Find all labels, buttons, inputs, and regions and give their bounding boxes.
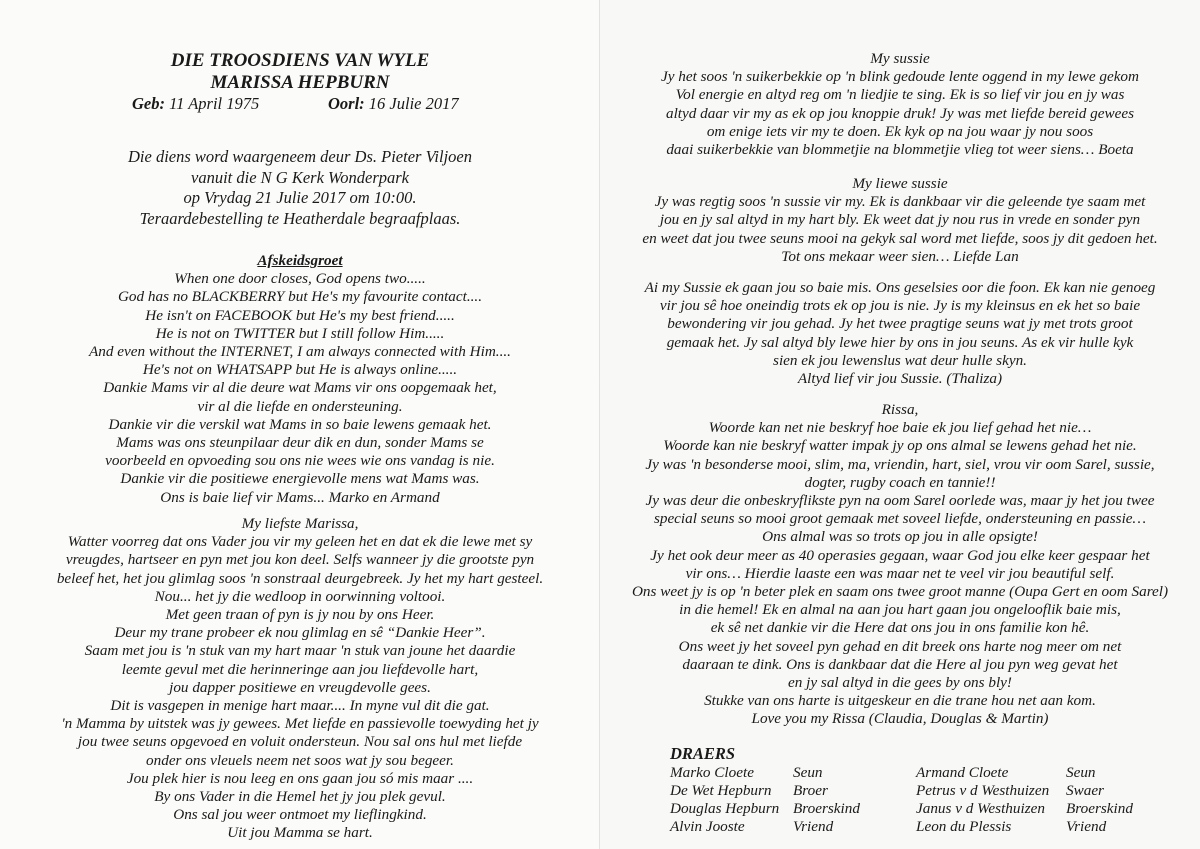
text-line: Uit jou Mamma se hart.	[227, 824, 373, 842]
text-line: vir jou sê hoe oneindig trots ek op jou is nie. Jy is my kleinsus en ek het so baie	[659, 297, 1141, 315]
service-line: Die diens word waargeneem deur Ds. Pieter Viljoen	[128, 147, 472, 166]
service-line: vanuit die N G Kerk Wonderpark	[191, 167, 409, 187]
draer-relation: Seun	[793, 764, 823, 781]
draer-name: Douglas Hepburn	[670, 800, 780, 817]
text-line: By ons Vader in die Hemel het jy jou plek gevul.	[154, 788, 446, 806]
text-line: leemte gevul met die herinneringe aan jou liefdevolle hart,	[121, 660, 479, 678]
text-line: Saam met jou is 'n stuk van my hart maar 'n stuk van joune het daardie	[84, 642, 516, 660]
text-line: altyd daar vir my as ek op jou knoppie druk! Jy was met liefde bereid gewees	[665, 104, 1135, 122]
text-line: bewondering vir jou gehad. Jy het twee pragtige seuns wat jy met trots groot	[667, 315, 1133, 333]
text-line: om enige iets vir my te doen. Ek kyk op na jou waar jy nou soos	[706, 122, 1094, 140]
text-line: Jy het ook deur meer as 40 operasies gegaan, waar God jou elke keer gespaar het	[650, 546, 1150, 564]
text-line: ek sê net dankie vir die Here dat ons jou in ons familie kon hê.	[710, 619, 1090, 637]
text-line: Jy was deur die onbeskryflikste pyn na oom Sarel oorlede was, maar jy het jou twee	[645, 492, 1155, 510]
text-line: Ons almal was so trots op jou in alle opsigte!	[762, 528, 1038, 546]
title-line-2: MARISSA HEPBURN	[210, 72, 390, 93]
title-line-1: DIE TROOSDIENS VAN WYLE	[170, 50, 430, 71]
rissa-tribute-lines	[600, 419, 1200, 728]
afskeidsgroet-lines	[0, 270, 600, 507]
text-line: Vol energie en altyd reg om 'n liedjie te sing. Ek is so lief vir jou en jy was	[675, 86, 1125, 104]
draer-relation: Seun	[1066, 764, 1096, 781]
text-line: God has no BLACKBERRY but He's my favourite contact....	[117, 288, 483, 306]
text-line: Deur my trane probeer ek nou glimlag en sê “Dankie Heer”.	[114, 624, 486, 642]
text-line: 'n Mamma by uitstek was jy gewees. Met liefde en passievolle toewyding het jy	[61, 715, 539, 733]
draers-left-names	[670, 764, 779, 836]
text-line: When one door closes, God opens two.....	[174, 270, 426, 288]
draers-right-names	[916, 764, 1049, 836]
text-line: Ons is baie lief vir Mams... Marko en Armand	[160, 488, 440, 506]
text-line: jou en jy sal altyd in my hart bly. Ek weet dat jy nou rus in vrede en sonder pyn	[659, 211, 1141, 229]
text-line: Stukke van ons harte is uitgeskeur en die trane hou net aan kom.	[704, 692, 1096, 710]
draer-relation: Broerskind	[1066, 800, 1133, 817]
death-value: 16 Julie 2017	[368, 94, 459, 113]
draer-relation: Vriend	[1066, 818, 1107, 835]
text-line: Altyd lief vir jou Sussie. (Thaliza)	[797, 370, 1003, 388]
text-line: Ons weet jy het soveel pyn gehad en dit breek ons harte nog meer om net	[678, 637, 1122, 655]
rissa-tribute-heading: Rissa,	[881, 401, 919, 418]
marissa-tribute-section	[0, 515, 600, 843]
draer-name: Alvin Jooste	[670, 818, 745, 835]
text-line: vreugdes, hartseer en pyn met jou kon deel. Selfs wanneer jy die grootste pyn	[65, 551, 535, 569]
text-line: voorbeeld en opvoeding sou ons nie wees wie ons vandag is nie.	[105, 452, 495, 470]
death-date	[328, 94, 459, 114]
right-page	[600, 0, 1200, 849]
text-line: vir ons… Hierdie laaste een was maar net te veel vir jou beautiful self.	[685, 564, 1115, 582]
text-line: jou dapper positiewe en vreugdevolle gees.	[169, 678, 431, 696]
marissa-tribute-heading: My liefste Marissa,	[241, 515, 359, 532]
draers-right-relations	[1066, 764, 1133, 836]
text-line: Tot ons mekaar weer sien… Liefde Lan	[781, 247, 1019, 265]
text-line: Woorde kan net nie beskryf hoe baie ek jou lief gehad het nie…	[708, 419, 1092, 437]
birth-value: 11 April 1975	[169, 94, 260, 113]
draer-name: Leon du Plessis	[916, 818, 1012, 835]
text-line: Woorde kan nie beskryf watter impak jy op ons almal se lewens gehad het nie.	[663, 437, 1137, 455]
text-line: And even without the INTERNET, I am always connected with Him....	[89, 343, 511, 361]
text-line: Dankie Mams vir al die deure wat Mams vir ons oopgemaak het,	[103, 379, 497, 397]
text-line: He isn't on FACEBOOK but He's my best friend.....	[145, 306, 455, 324]
text-line: He's not on WHATSAPP but He is always online.....	[142, 361, 458, 379]
draers-left-relations	[793, 764, 860, 836]
draer-name: De Wet Hepburn	[670, 782, 772, 799]
draer-name: Petrus v d Westhuizen	[916, 782, 1050, 799]
text-line: vir al die liefde en ondersteuning.	[197, 397, 403, 415]
text-line: Jy het soos 'n suikerbekkie op 'n blink gedoude lente oggend in my lewe gekom	[661, 68, 1139, 86]
draers-heading: DRAERS	[670, 744, 736, 763]
text-line: Dit is vasgepen in menige hart maar.... In myne vul dit die gat.	[110, 697, 490, 715]
text-line: jou twee seuns opgevoed en voluit ondersteun. Nou sal ons hul met liefde	[77, 733, 523, 751]
text-line: gemaak het. Jy sal altyd bly lewe hier by ons in jou seuns. As ek vir hulle kyk	[666, 333, 1134, 351]
text-line: Ons weet jy is op 'n beter plek en saam ons twee groot manne (Oupa Gert en oom Sarel)	[631, 583, 1169, 601]
text-line: in die hemel! Ek en almal na aan jou hart gaan jou ongelooflik baie mis,	[679, 601, 1121, 619]
text-line: dogter, rugby coach en tannie!!	[804, 473, 996, 491]
thaliza-tribute-lines	[600, 279, 1200, 388]
draer-name: Marko Cloete	[670, 764, 754, 781]
afskeidsgroet-section	[0, 252, 600, 507]
text-line: sien ek jou lewenslus wat deur hulle skyn.	[773, 351, 1027, 369]
liewe-sussie-lines	[600, 193, 1200, 266]
text-line: en jy sal altyd in die gees by ons bly!	[788, 674, 1012, 692]
draer-relation: Swaer	[1066, 782, 1104, 799]
draer-name: Armand Cloete	[916, 764, 1009, 781]
draer-name: Janus v d Westhuizen	[916, 800, 1045, 817]
text-line: special seuns so mooi groot gemaak met soveel liefde, ondersteuning en passie…	[653, 510, 1147, 528]
birth-label: Geb:	[132, 94, 165, 113]
text-line: daaraan te dink. Ons is dankbaar dat die Here al jou pyn weg gevat het	[682, 655, 1118, 673]
sussie-tribute-section	[600, 50, 1200, 159]
service-line: Teraardebestelling te Heatherdale begraafplaas.	[139, 208, 461, 228]
text-line: Watter voorreg dat ons Vader jou vir my geleen het en dat ek die lewe met sy	[67, 533, 533, 551]
text-line: Met geen traan of pyn is jy nou by ons Heer.	[165, 606, 435, 624]
liewe-sussie-section	[600, 175, 1200, 266]
service-line: op Vrydag 21 Julie 2017 om 10:00.	[183, 188, 417, 207]
text-line: Jy was 'n besonderse mooi, slim, ma, vriendin, hart, siel, vrou vir oom Sarel, sussie,	[645, 455, 1155, 473]
draer-relation: Broer	[793, 782, 828, 799]
text-line: daai suikerbekkie van blommetjie na blommetjie vlieg tot weer siens… Boeta	[666, 141, 1134, 159]
thaliza-tribute-section	[600, 279, 1200, 388]
draer-relation: Broerskind	[793, 800, 860, 817]
text-line: Dankie vir die positiewe energievolle mens wat Mams was.	[120, 470, 480, 488]
text-line: Ons sal jou weer ontmoet my lieflingkind.	[173, 806, 427, 824]
draer-relation: Vriend	[793, 818, 834, 835]
text-line: Ai my Sussie ek gaan jou so baie mis. Ons geselsies oor die foon. Ek kan nie genoeg	[644, 279, 1156, 296]
text-line: Jou plek hier is nou leeg en ons gaan jou só mis maar ....	[126, 769, 474, 787]
marissa-tribute-lines	[0, 533, 600, 842]
service-details	[0, 147, 600, 229]
sussie-tribute-heading: My sussie	[870, 50, 930, 67]
text-line: Jy was regtig soos 'n sussie vir my. Ek is dankbaar vir die geleende tye saam met	[654, 193, 1146, 211]
rissa-tribute-section	[600, 401, 1200, 729]
sussie-tribute-lines	[600, 68, 1200, 159]
text-line: He is not on TWITTER but I still follow Him.....	[155, 324, 445, 342]
text-line: Dankie vir die verskil wat Mams in so baie lewens gemaak het.	[108, 415, 492, 433]
liewe-sussie-heading: My liewe sussie	[852, 175, 948, 192]
text-line: Nou... het jy die wedloop in oorwinning voltooi.	[154, 587, 446, 605]
text-line: Mams was ons steunpilaar deur dik en dun, sonder Mams se	[116, 434, 484, 452]
text-line: beleef het, het jou glimlag soos 'n sonstraal deurgebreek. Jy het my hart gesteel.	[56, 569, 544, 587]
birth-date	[132, 94, 259, 114]
death-label: Oorl:	[328, 94, 365, 113]
text-line: onder ons vleuels neem net soos wat jy sou begeer.	[146, 751, 454, 769]
document-title	[0, 50, 600, 94]
afskeidsgroet-heading: Afskeidsgroet	[257, 252, 343, 269]
text-line: en weet dat jou twee seuns mooi na gekyk sal word met liefde, soos jy dit gedoen het.	[642, 229, 1158, 247]
text-line: Love you my Rissa (Claudia, Douglas & Martin)	[751, 710, 1049, 728]
